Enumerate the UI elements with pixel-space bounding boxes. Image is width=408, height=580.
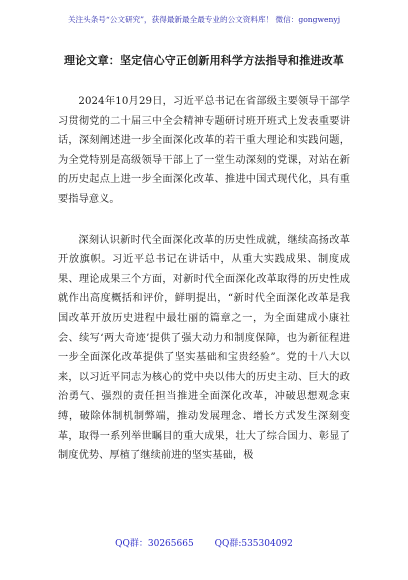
paragraph-achievements: 深刻认识新时代全面深化改革的历史性成就，继续高扬改革开放旗帜。习近平总书记在讲话中，从重大实践成果、制度成果、理论成果三个方面，对新时代全面深化改革取得的历史性成就作出高度概括和评价，鲜明提出，“新时代全面深化改革是我国改革开放历史进程中最壮丽的篇章之一，为全面建成小康社会、续写‘两大奇迹’提供了强大动力和制度保障，也为新征程进一步全面深化改革提供了坚实基础和宝贵经验”。党的十八大以来，以习近平同志为核心的党中央以伟大的历史主动、巨大的政治勇气、强烈的责任担当推进全面深化改革，冲破思想观念束缚，破除体制机制弊端，推动发展理念、增长方式发生深刻变革，取得一系列举世瞩目的重大成果，壮大了综合国力、彰显了制度优势、厚植了继续前进的坚实基础，极 [58,234,350,462]
qq-group-2: QQ群:535304092 [214,539,293,549]
paragraph-intro: 2024年10月29日，习近平总书记在省部级主要领导干部学习贯彻党的二十届三中全会精神专题研讨班开班式上发表重要讲话，深刻阐述进一步全面深化改革的若干重大理论和实践问题，为全党特别是高级领导干部上了一堂生动深刻的党课，对站在新的历史起点上进一步全面深化改革、推进中国式现代化，具有重要指导意义。 [58,96,350,205]
document-title: 理论文章：坚定信心守正创新用科学方法指导和推进改革 [64,54,344,67]
qq-group-1: QQ群：30265665 [115,539,194,549]
promo-banner: 关注头条号“公文研究”，获得最新最全最专业的公文资料库！ 微信：gongwenyj [67,15,341,24]
footer-contact [0,536,408,549]
document-body [58,92,350,466]
